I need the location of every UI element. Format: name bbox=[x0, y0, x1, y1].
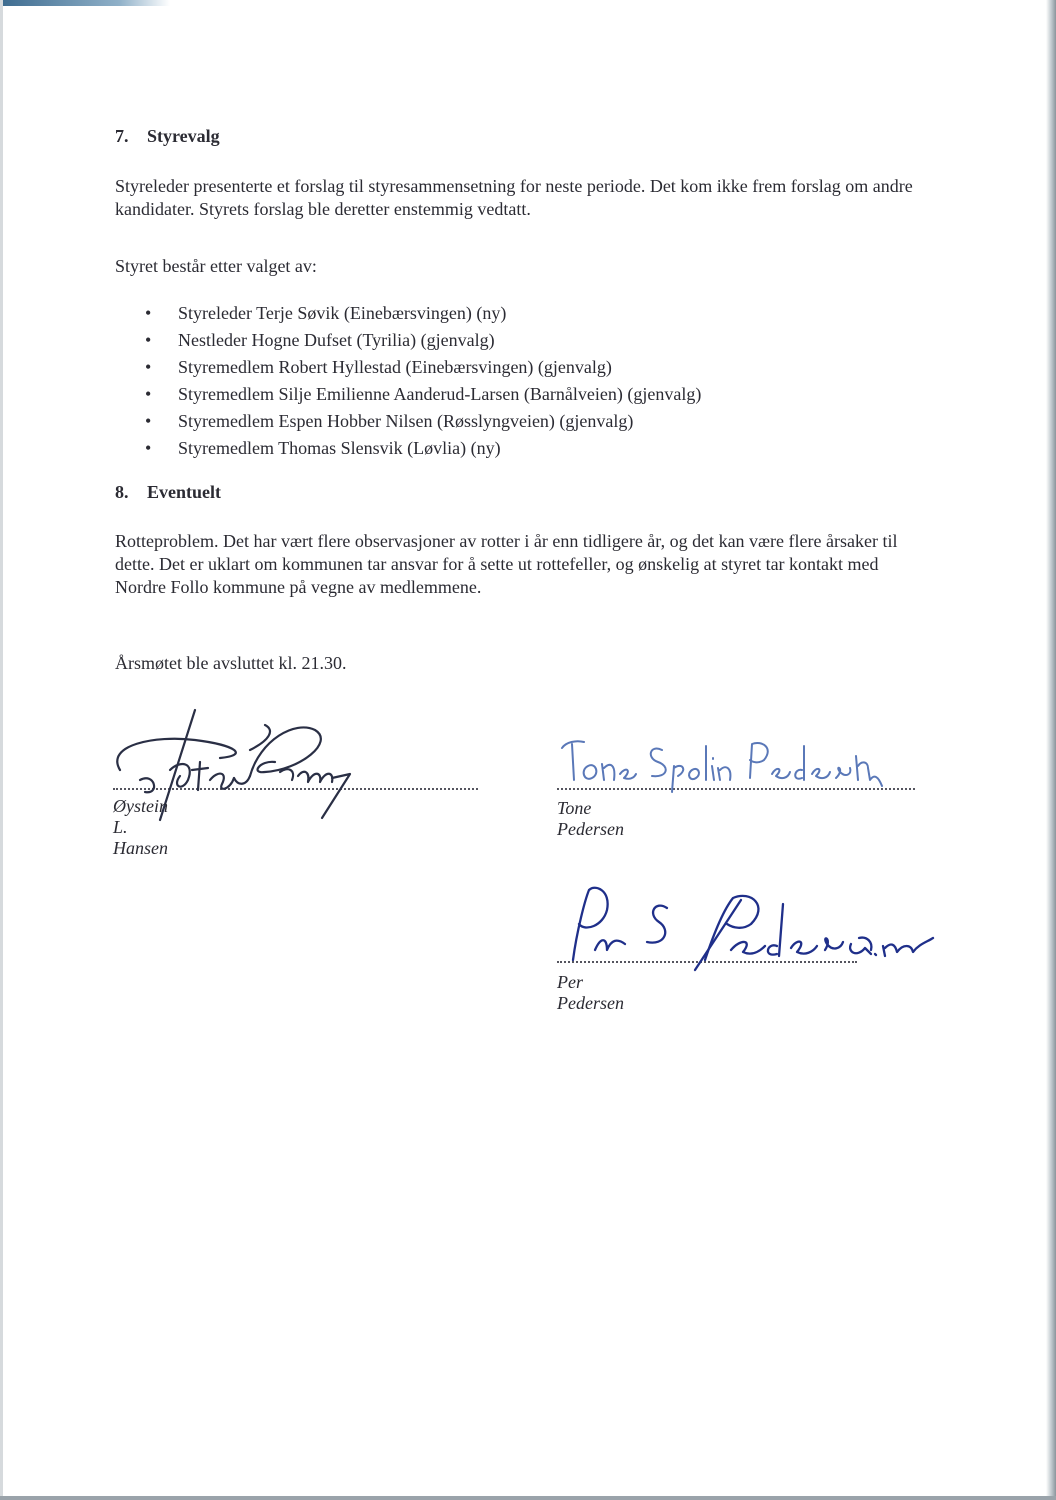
section-8-paragraph: Rotteproblem. Det har vært flere observasjoner av rotter i år enn tidligere år, og det kan være flere årsaker til dette. Det er uklart om kommunen tar ansvar for å sette ut rottefeller, og ønskelig at styret tar kontakt med Nordre Follo kommune på vegne av medlemmene. bbox=[115, 531, 898, 597]
section-7-number: 7. bbox=[115, 126, 129, 146]
handwritten-signature-per-pedersen bbox=[555, 880, 945, 970]
section-7-intro: Styret består etter valget av: bbox=[115, 256, 317, 276]
board-member-list bbox=[145, 300, 701, 462]
signer-name-hansen: Øystein L. Hansen bbox=[113, 796, 168, 858]
section-8-title: Eventuelt bbox=[147, 482, 221, 502]
signer-name-tone-pedersen: Tone Pedersen bbox=[557, 798, 624, 839]
section-7-title: Styrevalg bbox=[147, 126, 220, 146]
closing-statement: Årsmøtet ble avsluttet kl. 21.30. bbox=[115, 653, 347, 673]
bullet-icon: • bbox=[145, 330, 152, 350]
scan-edge-right bbox=[1046, 0, 1056, 1500]
section-7-paragraph: Styreleder presenterte et forslag til styresammensetning for neste periode. Det kom ikke frem forslag om andre kandidater. Styrets forslag ble deretter enstemmig vedtatt. bbox=[115, 176, 913, 219]
scan-edge-top bbox=[0, 0, 170, 6]
list-item: • Nestleder Hogne Dufset (Tyrilia) (gjenvalg) bbox=[145, 327, 701, 354]
bullet-icon: • bbox=[145, 411, 152, 431]
section-8-number: 8. bbox=[115, 482, 129, 502]
list-item: • Styreleder Terje Søvik (Einebærsvingen) (ny) bbox=[145, 300, 701, 327]
list-item: • Styremedlem Espen Hobber Nilsen (Røsslyngveien) (gjenvalg) bbox=[145, 408, 701, 435]
section-8-heading bbox=[115, 481, 221, 504]
bullet-icon: • bbox=[145, 384, 152, 404]
scan-edge-bottom bbox=[0, 1496, 1056, 1500]
bullet-icon: • bbox=[145, 303, 152, 323]
list-item: • Styremedlem Silje Emilienne Aanderud-Larsen (Barnålveien) (gjenvalg) bbox=[145, 381, 701, 408]
bullet-icon: • bbox=[145, 438, 152, 458]
handwritten-signature-tone-pedersen bbox=[550, 730, 890, 800]
scan-edge-left bbox=[0, 0, 3, 1500]
list-item: • Styremedlem Robert Hyllestad (Einebærsvingen) (gjenvalg) bbox=[145, 354, 701, 381]
bullet-icon: • bbox=[145, 357, 152, 377]
section-7-heading bbox=[115, 125, 220, 148]
signer-name-per-pedersen: Per Pedersen bbox=[557, 972, 624, 1013]
list-item: • Styremedlem Thomas Slensvik (Løvlia) (ny) bbox=[145, 435, 701, 462]
